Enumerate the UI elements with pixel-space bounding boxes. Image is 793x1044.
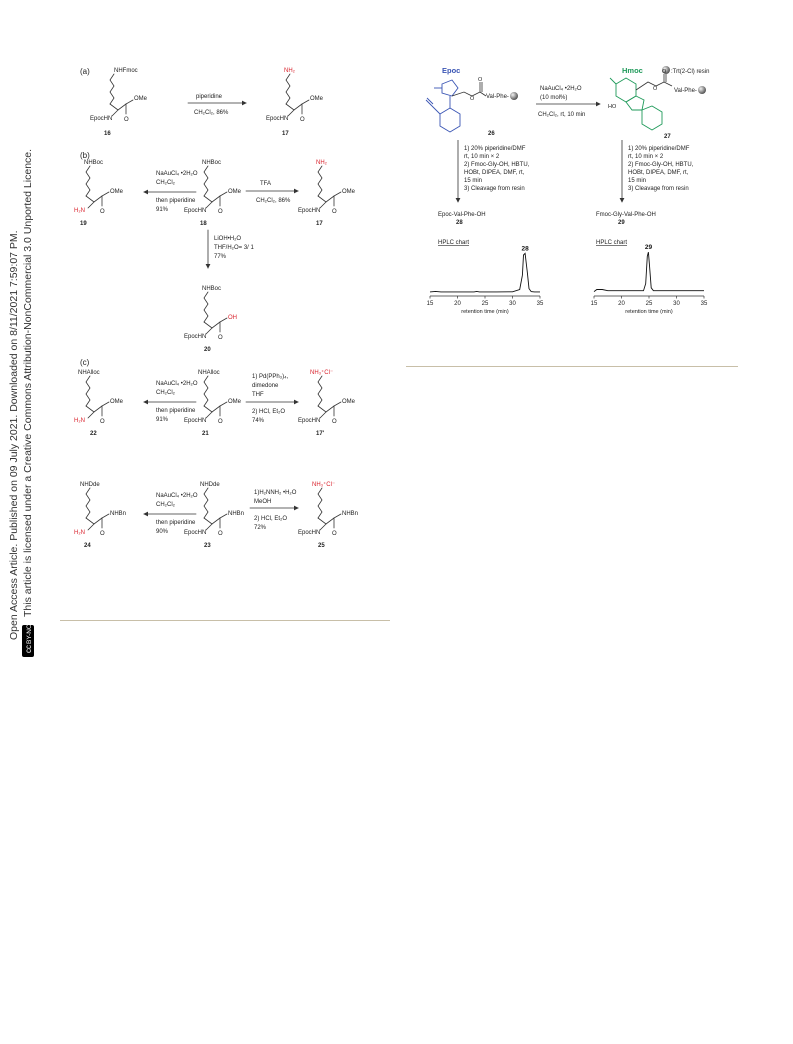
hplc-right-label: HPLC chart: [596, 240, 628, 246]
left-down-l5: 15 min: [464, 178, 483, 184]
hplc-tick-label: 35: [536, 301, 544, 307]
left-down-l4: HOBt, DIPEA, DMF, rt,: [464, 170, 525, 176]
cmpd23-o: O: [218, 531, 223, 537]
scheme-left: [60, 60, 395, 625]
arrow-26-27: [536, 86, 600, 118]
cmpd27-val-phe: Val-Phe-: [674, 88, 697, 94]
cmpd21-sub: NHAlloc: [198, 370, 220, 376]
prod29-number: 29: [618, 220, 625, 226]
license-sidebar: [0, 0, 50, 1039]
scheme-right: [420, 60, 738, 335]
cmpd17p-number: 17': [316, 431, 325, 437]
prod28-number: 28: [456, 220, 463, 226]
cmpd16-nh: EpocHN: [90, 116, 113, 122]
hplc-tick-label: 15: [426, 301, 434, 307]
panel-a-label: (a): [80, 67, 90, 76]
cmpd20-number: 20: [204, 347, 211, 353]
cmpd25-nhbn: NHBn: [342, 511, 359, 517]
cmpd24-nh: H₂N: [74, 530, 85, 536]
cmpd23-sub: NHDde: [200, 482, 220, 488]
hplc-peak-label: 29: [644, 244, 653, 252]
arrow-c-right2-l3: 2) HCl, Et₂O: [254, 516, 287, 522]
cmpd17b-number: 17: [316, 221, 323, 227]
cmpd17a-number: 17: [282, 131, 289, 137]
arrow-b-down-l1: LiOH•H₂O: [214, 236, 242, 242]
panel-c-label: (c): [80, 358, 90, 367]
cmpd24-o: O: [100, 531, 105, 537]
cmpd17a-sub: NH₂: [284, 68, 295, 74]
hplc-tick-label: 30: [673, 301, 680, 307]
cc-badge-cc: cc: [24, 645, 33, 653]
arrow-a-top: piperidine: [196, 94, 223, 100]
cmpd19-sub: NHBoc: [84, 160, 104, 166]
cmpd17a-o: O: [300, 117, 305, 123]
arrow-a: [188, 94, 246, 116]
right-down-l6: 3) Cleavage from resin: [628, 186, 689, 192]
arrow-c-left2: [144, 493, 198, 535]
cmpd19-ome: OMe: [110, 189, 124, 195]
arrow-b-left-l4: 91%: [156, 207, 169, 213]
cmpd19-nh: H₂N: [74, 208, 85, 214]
cmpd19-o: O: [100, 209, 105, 215]
cmpd22-o: O: [100, 419, 105, 425]
cmpd16-ome: OMe: [134, 96, 148, 102]
hplc-chart-29: [591, 244, 708, 315]
arrow-b-left-l3: then piperidine: [156, 198, 196, 204]
hplc-x-label: retention time (min): [461, 309, 509, 315]
cmpd16-o: O: [124, 117, 129, 123]
left-down-l6: 3) Cleavage from resin: [464, 186, 525, 192]
cmpd17a-nh: EpocHN: [266, 116, 289, 122]
cmpd22-nh: H₂N: [74, 418, 85, 424]
arrow-b-right-bottom: CH₂Cl₂, 86%: [256, 198, 291, 204]
cmpd26-val-phe: Val-Phe-: [486, 94, 509, 100]
cmpd21-nh: EpocHN: [184, 418, 207, 424]
arrow-c-right2-l4: 72%: [254, 525, 267, 531]
cmpd27-ho: HO: [608, 104, 617, 110]
hplc-tick-label: 35: [700, 301, 708, 307]
top-arrow-l3: CH₂Cl₂, rt, 10 min: [538, 112, 586, 118]
arrow-c-left2-l2: CH₂Cl₂: [156, 502, 175, 508]
arrow-c-left1-l2: CH₂Cl₂: [156, 390, 175, 396]
cmpd22-number: 22: [90, 431, 97, 437]
cmpd17p-nh: EpocHN: [298, 418, 321, 424]
cmpd24-number: 24: [84, 543, 91, 549]
cmpd17b-nh: EpocHN: [298, 208, 321, 214]
arrow-c-left1-l1: NaAuCl₄ •2H₂O: [156, 381, 198, 387]
arrow-c-left2-l4: 90%: [156, 529, 169, 535]
cmpd17a-ome: OMe: [310, 96, 324, 102]
cmpd26-resin-icon: [510, 92, 518, 100]
resin-legend: :Trt(2-Cl) resin: [671, 69, 710, 75]
arrow-c-right1-l2: dimedone: [252, 383, 279, 389]
hplc-tick-label: 15: [590, 301, 598, 307]
cmpd18-number: 18: [200, 221, 207, 227]
arrow-c-right2-l2: MeOH: [254, 499, 272, 505]
compound-24: [74, 482, 126, 549]
left-down-l1: 1) 20% piperidine/DMF: [464, 146, 526, 152]
arrow-c-left1: [144, 381, 198, 423]
cmpd25-o: O: [332, 531, 337, 537]
hplc-chart-28: [427, 245, 544, 315]
cmpd17p-sub: NH₃⁺Cl⁻: [310, 370, 334, 376]
arrow-b-left-l1: NaAuCl₄ •2H₂O: [156, 171, 198, 177]
right-down-l3: 2) Fmoc-Gly-OH, HBTU,: [628, 162, 694, 168]
compound-26: [426, 80, 460, 132]
cmpd22-ome: OMe: [110, 399, 124, 405]
epoc-label: Epoc: [442, 66, 461, 75]
arrow-b-down-l2: THF/H₂O= 3/ 1: [214, 245, 254, 251]
license-line-1[interactable]: Open Access Article. Published on 09 July 2021. Downloaded on 8/11/2021 7:59:07 PM.: [8, 230, 20, 640]
compound-19: [74, 160, 124, 227]
cmpd18-sub: NHBoc: [202, 160, 222, 166]
arrow-b-down-l3: 77%: [214, 254, 227, 260]
cmpd27-resin-icon: [698, 86, 706, 94]
left-down-l3: 2) Fmoc-Gly-OH, HBTU,: [464, 162, 530, 168]
cmpd17p-ome: OMe: [342, 399, 356, 405]
hmoc-label: Hmoc: [622, 66, 643, 75]
cmpd21-o: O: [218, 419, 223, 425]
arrow-down-left: [458, 140, 530, 202]
license-line-2[interactable]: This article is licensed under a Creative Commons Attribution-NonCommercial 3.0 Unported Licence.: [22, 148, 34, 617]
cmpd18-nh: EpocHN: [184, 208, 207, 214]
hplc-tick-label: 30: [509, 301, 516, 307]
hplc-left-label: HPLC chart: [438, 240, 470, 246]
right-down-l4: HOBt, DIPEA, DMF, rt,: [628, 170, 689, 176]
right-down-l5: 15 min: [628, 178, 647, 184]
right-down-l1: 1) 20% piperidine/DMF: [628, 146, 690, 152]
cmpd20-sub: NHBoc: [202, 286, 222, 292]
hplc-tick-label: 25: [481, 301, 489, 307]
hplc-peak-label: 28: [521, 245, 529, 253]
cmpd26-number: 26: [488, 131, 495, 137]
cmpd17b-o: O: [332, 209, 337, 215]
left-column-rule: [60, 620, 390, 621]
cmpd20-nh: EpocHN: [184, 334, 207, 340]
hplc-tick-label: 20: [618, 301, 625, 307]
hplc-tick-label: 20: [454, 301, 461, 307]
hplc-trace: [594, 252, 704, 292]
arrow-down-right: [622, 140, 694, 202]
arrow-b-left-l2: CH₂Cl₂: [156, 180, 175, 186]
cc-badge-text: BY-NC: [26, 624, 33, 644]
cmpd16-number: 16: [104, 131, 111, 137]
cmpd27-ester-o: O: [653, 86, 658, 92]
cmpd20-o: O: [218, 335, 223, 341]
cmpd19-number: 19: [80, 221, 87, 227]
cmpd25-nh: EpocHN: [298, 530, 321, 536]
arrow-a-bottom: CH₂Cl₂, 86%: [194, 110, 229, 116]
arrow-b-left: [144, 171, 198, 213]
cmpd17p-o: O: [332, 419, 337, 425]
top-arrow-l2: (10 mol%): [540, 95, 568, 101]
right-column-rule: [406, 366, 738, 367]
license-sidebar-svg: [0, 0, 50, 1039]
cmpd20-oh: OH: [228, 315, 237, 321]
compound-17b: [298, 160, 356, 227]
compound-17a: [266, 68, 324, 137]
cmpd25-sub: NH₃⁺Cl⁻: [312, 482, 336, 488]
cmpd18-ome: OMe: [228, 189, 242, 195]
hplc-x-label: retention time (min): [625, 309, 673, 315]
cmpd25-number: 25: [318, 543, 325, 549]
cmpd17b-ome: OMe: [342, 189, 356, 195]
cmpd21-ome: OMe: [228, 399, 242, 405]
cmpd22-sub: NHAlloc: [78, 370, 100, 376]
arrow-c-left1-l3: then piperidine: [156, 408, 196, 414]
arrow-c-right1-l1: 1) Pd(PPh₃)₄,: [252, 374, 289, 380]
compound-20: [184, 286, 237, 353]
compound-17prime: [298, 369, 356, 437]
cmpd18-o: O: [218, 209, 223, 215]
arrow-c-right1-l5: 74%: [252, 418, 265, 424]
cmpd17b-sub: NH₂: [316, 160, 327, 166]
arrow-c-left1-l4: 91%: [156, 417, 169, 423]
cmpd23-nh: EpocHN: [184, 530, 207, 536]
cmpd24-sub: NHDde: [80, 482, 100, 488]
compound-22: [74, 370, 124, 437]
arrow-c-right1-l4: 2) HCl, Et₂O: [252, 409, 285, 415]
arrow-c-right1: [246, 374, 298, 424]
hplc-trace: [430, 253, 540, 292]
hplc-tick-label: 25: [645, 301, 653, 307]
arrow-b-down: [208, 230, 255, 268]
arrow-b-right-top: TFA: [260, 181, 272, 187]
compound-16: [90, 68, 148, 137]
arrow-c-right2-l1: 1)H₂NNH₂ •H₂O: [254, 490, 297, 496]
cmpd27-number: 27: [664, 134, 671, 140]
arrow-c-right2: [250, 490, 298, 531]
cmpd27-carbonyl-o: O: [662, 69, 667, 75]
cmpd23-nhbn: NHBn: [228, 511, 245, 517]
cmpd16-sub: NHFmoc: [114, 68, 138, 74]
arrow-b-right: [246, 181, 298, 204]
cmpd23-number: 23: [204, 543, 211, 549]
panel-b-label: (b): [80, 151, 90, 160]
cmpd24-nhbn: NHBn: [110, 511, 127, 517]
cmpd21-number: 21: [202, 431, 209, 437]
arrow-c-right1-l3: THF: [252, 392, 264, 398]
compound-25: [298, 481, 358, 549]
prod29-label: Fmoc-Gly-Val-Phe-OH: [596, 212, 656, 218]
cmpd26-ester-o: O: [470, 96, 475, 102]
right-down-l2: rt, 10 min × 2: [628, 154, 664, 160]
prod28-label: Epoc-Val-Phe-OH: [438, 212, 486, 218]
cmpd26-carbonyl-o: O: [478, 77, 483, 83]
arrow-c-left2-l1: NaAuCl₄ •2H₂O: [156, 493, 198, 499]
arrow-c-left2-l3: then piperidine: [156, 520, 196, 526]
left-down-l2: rt, 10 min × 2: [464, 154, 500, 160]
top-arrow-l1: NaAuCl₄ •2H₂O: [540, 86, 582, 92]
